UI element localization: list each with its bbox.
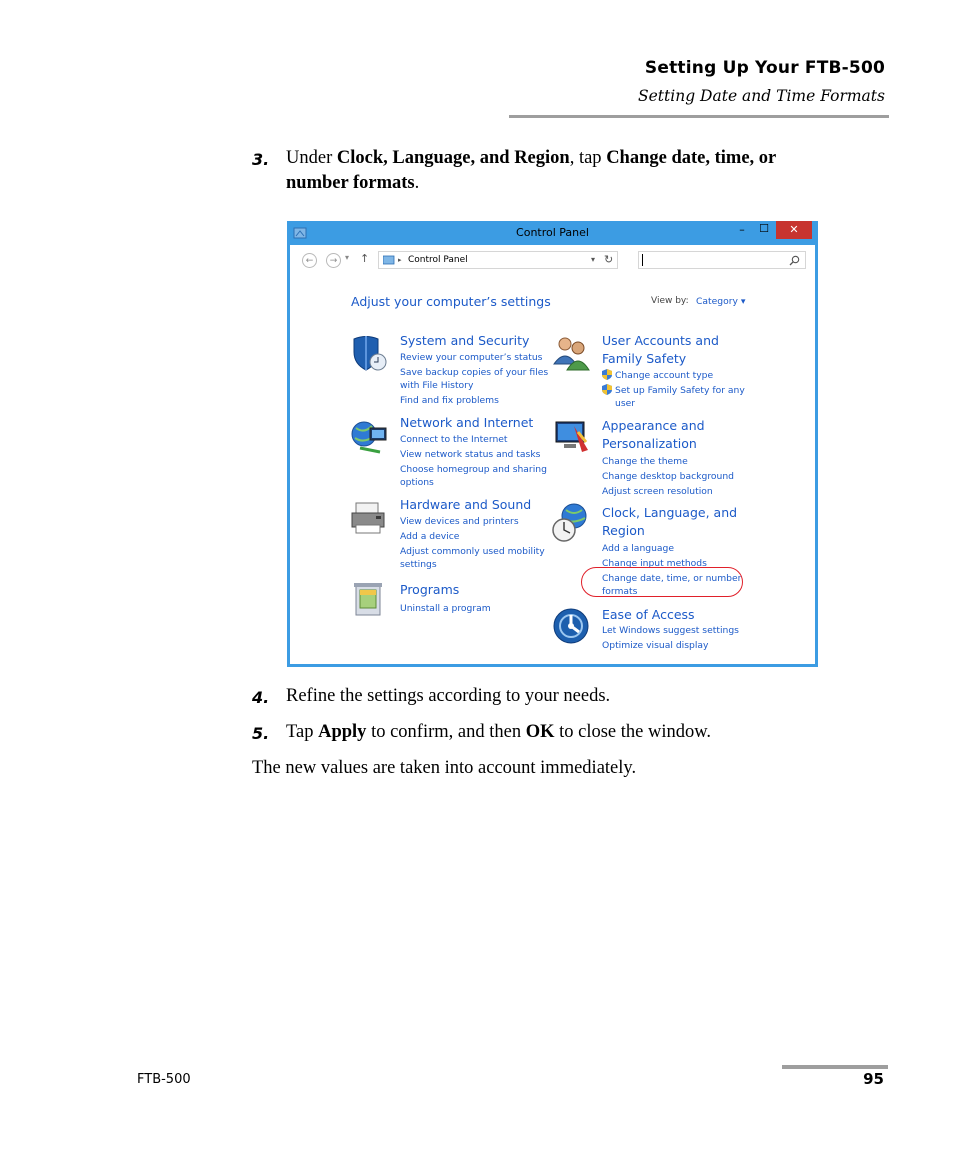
link-input-methods[interactable]: Change input methods: [602, 558, 707, 569]
page-heading: Adjust your computer’s settings: [351, 294, 551, 309]
category-system-security[interactable]: System and Security: [400, 333, 530, 348]
address-folder-icon: [383, 255, 395, 265]
step-3-number: 3.: [252, 150, 270, 169]
link-save-backup[interactable]: Save backup copies of your files: [400, 367, 549, 378]
header-title: Setting Up Your FTB-500: [644, 58, 885, 78]
category-region[interactable]: Region: [602, 523, 645, 538]
search-input[interactable]: [638, 251, 806, 269]
category-user-accounts[interactable]: User Accounts and: [602, 333, 719, 348]
window-title: Control Panel: [516, 226, 589, 239]
link-file-history[interactable]: with File History: [400, 380, 474, 391]
window-titlebar: [287, 221, 818, 245]
step-5-bold-apply: Apply: [318, 722, 367, 742]
step-5-pre: Tap: [286, 722, 319, 742]
link-devices-printers[interactable]: View devices and printers: [400, 516, 519, 527]
breadcrumb-separator-icon: ▸: [398, 256, 402, 264]
link-desktop-background[interactable]: Change desktop background: [602, 471, 735, 482]
link-network-status[interactable]: View network status and tasks: [400, 449, 541, 460]
highlight-circle: [581, 567, 743, 597]
link-family-safety-label: Set up Family Safety for any: [615, 385, 745, 396]
link-change-account-type[interactable]: [602, 369, 713, 382]
link-family-safety-user[interactable]: user: [615, 398, 636, 409]
category-clock-language-region[interactable]: Clock, Language, and: [602, 505, 738, 520]
step-5-bold-ok: OK: [525, 722, 555, 742]
hardware-sound-icon: [350, 499, 390, 539]
page-number: 95: [863, 1070, 884, 1088]
link-find-fix[interactable]: Find and fix problems: [400, 395, 499, 406]
step-5-text: [286, 720, 711, 745]
text-cursor: [642, 254, 643, 266]
category-hardware-sound[interactable]: Hardware and Sound: [400, 497, 532, 512]
step-5-end: to close the window.: [554, 722, 712, 742]
step-3-bold-formats: number formats: [286, 173, 415, 193]
link-change-theme[interactable]: Change the theme: [602, 456, 688, 467]
window-client: [290, 245, 815, 664]
network-internet-icon: [350, 416, 390, 456]
link-optimize-display[interactable]: Optimize visual display: [602, 640, 709, 651]
search-icon[interactable]: [789, 255, 800, 266]
uac-shield-icon: [602, 384, 612, 395]
link-mobility-settings[interactable]: settings: [400, 559, 437, 570]
forward-button[interactable]: →: [326, 253, 341, 268]
link-uninstall[interactable]: Uninstall a program: [400, 603, 491, 614]
link-review-status[interactable]: Review your computer’s status: [400, 352, 543, 363]
closing-note: The new values are taken into account immediately.: [252, 758, 637, 778]
header-subtitle: Setting Date and Time Formats: [638, 87, 885, 105]
refresh-icon[interactable]: ↻: [604, 253, 614, 266]
view-by-dropdown[interactable]: Category ▾: [696, 296, 746, 307]
system-security-icon: [350, 334, 390, 374]
step-3-text: [286, 146, 866, 196]
up-arrow-icon[interactable]: ↑: [360, 252, 370, 265]
step-3-pre: Under: [286, 148, 337, 168]
step-4-number: 4.: [252, 688, 270, 707]
ease-of-access-icon: [552, 607, 592, 647]
maximize-button[interactable]: ☐: [759, 222, 769, 235]
address-bar: [298, 249, 808, 273]
link-homegroup-options[interactable]: options: [400, 477, 434, 488]
view-by-label: View by:: [651, 296, 689, 306]
category-family-safety[interactable]: Family Safety: [602, 351, 687, 366]
step-5-number: 5.: [252, 724, 270, 743]
link-mobility[interactable]: Adjust commonly used mobility: [400, 546, 545, 557]
minimize-button[interactable]: –: [739, 223, 745, 236]
category-network-internet[interactable]: Network and Internet: [400, 415, 534, 430]
category-personalization[interactable]: Personalization: [602, 436, 697, 451]
address-dropdown-icon[interactable]: ▾: [591, 255, 596, 264]
uac-shield-icon: [602, 369, 612, 380]
appearance-personalization-icon: [552, 416, 592, 456]
link-change-date-formats[interactable]: Change date, time, or number: [602, 573, 742, 584]
clock-language-region-icon: [552, 502, 592, 544]
programs-icon: [350, 581, 390, 621]
category-ease-of-access[interactable]: Ease of Access: [602, 607, 695, 622]
link-screen-resolution[interactable]: Adjust screen resolution: [602, 486, 713, 497]
back-button[interactable]: ←: [302, 253, 317, 268]
step-3-end: .: [414, 173, 420, 193]
step-3-mid: , tap: [569, 148, 607, 168]
step-3-bold-clock: Clock, Language, and Region: [336, 148, 570, 168]
category-appearance[interactable]: Appearance and: [602, 418, 705, 433]
control-panel-window: [287, 221, 818, 667]
close-button[interactable]: ✕: [776, 221, 812, 239]
link-add-language[interactable]: Add a language: [602, 543, 675, 554]
step-3-bold-change: Change date, time, or: [606, 148, 777, 168]
footer-product: FTB-500: [137, 1072, 191, 1087]
link-formats[interactable]: formats: [602, 586, 638, 597]
link-connect-internet[interactable]: Connect to the Internet: [400, 434, 508, 445]
user-accounts-icon: [552, 334, 592, 374]
link-suggest-settings[interactable]: Let Windows suggest settings: [602, 625, 739, 636]
step-5-mid: to confirm, and then: [366, 722, 526, 742]
link-family-safety[interactable]: [602, 384, 745, 397]
step-4-text: Refine the settings according to your needs.: [286, 686, 611, 706]
view-by-value: Category: [696, 296, 738, 307]
header-rule: [509, 115, 889, 118]
address-field[interactable]: [378, 251, 618, 269]
category-programs[interactable]: Programs: [400, 582, 460, 597]
footer-rule: [782, 1065, 888, 1069]
address-text: Control Panel: [408, 255, 468, 265]
link-change-account-type-label: Change account type: [615, 370, 714, 381]
recent-pages-chevron-icon[interactable]: ▾: [345, 253, 350, 262]
link-add-device[interactable]: Add a device: [400, 531, 460, 542]
link-homegroup[interactable]: Choose homegroup and sharing: [400, 464, 547, 475]
